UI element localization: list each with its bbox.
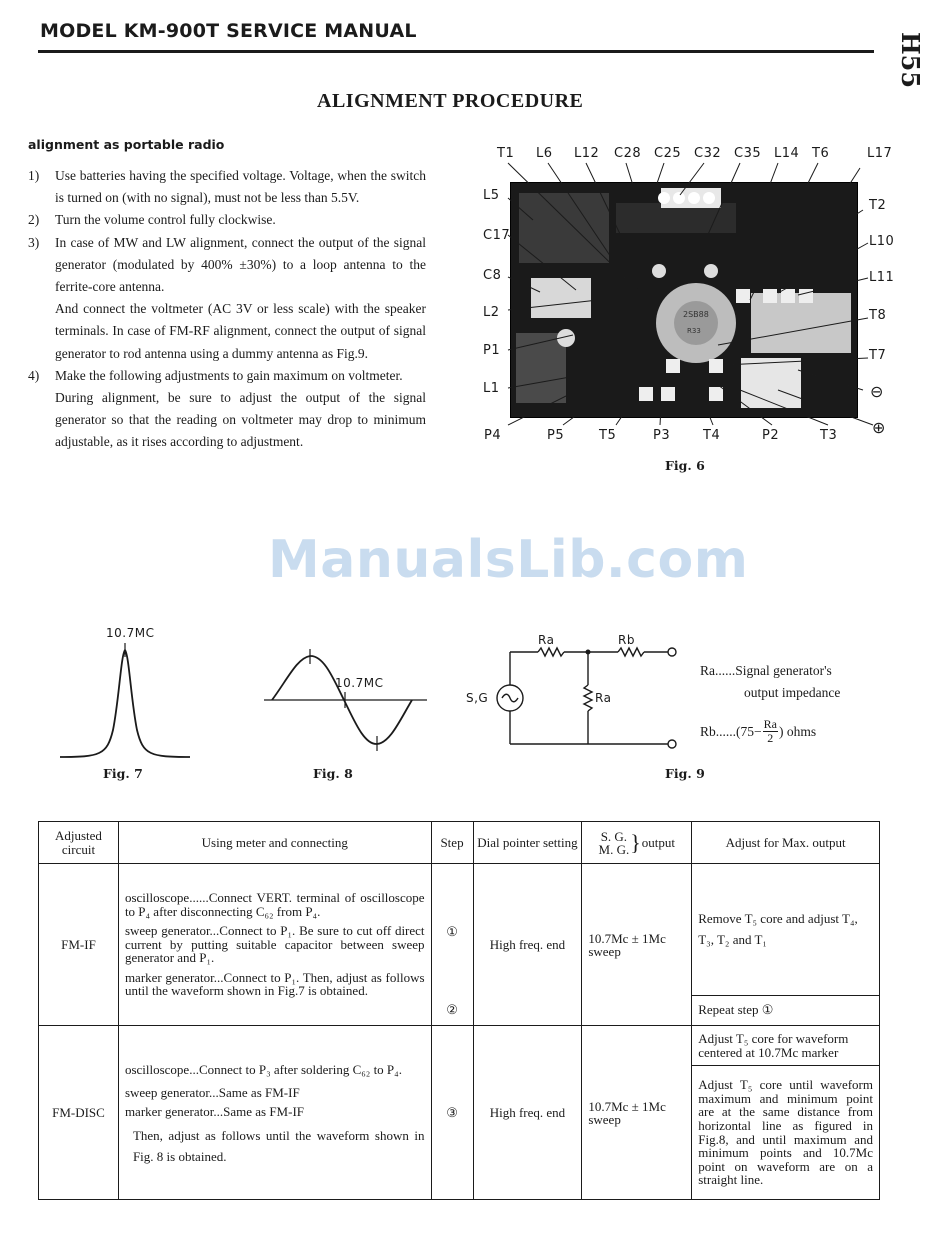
rb-fraction: $\frac{Ra}{2}$ [763,717,777,745]
adjust-cell: Adjust T₅ core until waveform maximum and minimum point are at the same distance from horizontal line as figured in Fig.8, and until maximum and minimum points and 10.7Mc point on waveform are on a straight line. [692,1066,880,1200]
fig6-label: P1 [483,343,501,358]
fig7-waveform [55,625,205,765]
table-row [39,864,880,996]
fig6-label: L14 [774,146,800,161]
col-adjust: Adjust for Max. output [692,822,880,864]
ra-description-cont: output impedance [744,685,841,700]
fig9-circuit [460,630,690,755]
dial-cell: High freq. end [473,864,582,1026]
procedure-list [28,165,426,454]
fig6-label: L11 [869,270,895,285]
adjust-cell: Repeat step ① [692,995,880,1025]
col-step: Step [431,822,473,864]
fig6-label: P2 [762,428,780,443]
fig6-label: C28 [614,146,642,161]
fig6-label: T5 [599,428,617,443]
table-header-row [39,822,880,864]
fig9-caption: Fig. 9 [665,766,705,781]
adjust-cell: Remove T₅ core and adjust T₄, T₃, T₂ and T₁ [692,864,880,996]
fig6-label: L1 [483,381,500,396]
fig8-waveform [262,640,432,760]
procedure-step: 1) Use batteries having the specified voltage. Voltage, when the switch is turned on (with no signal), must not be less than 5.5V. [28,168,426,206]
fig9-source-label: S,G [466,691,489,705]
rb-description: Rb......(75− $\frac{Ra}{2}$ ) ohms [700,717,817,745]
meter-cell: oscilloscope...Connect to P₃ after soldering C₆₂ to P₄. sweep generator...Same as FM-IF marker generator...Same as FM-IF Then, adjust as follows until the waveform shown in Fig. 8 is obtained. [118,1026,431,1200]
alignment-table [38,821,880,1200]
table-row [39,1026,880,1066]
page-number: H55 [896,32,925,89]
positive-terminal-icon: ⊕ [872,418,886,437]
col-output: S. G. M. G. } output [582,822,692,864]
negative-terminal-icon: ⊖ [870,382,884,401]
transistor-marking: R33 [687,327,701,335]
fig6-label: L6 [536,146,553,161]
step-cell: ③ [431,1026,473,1200]
fig6-label: L12 [574,146,600,161]
subheading: alignment as portable radio [28,137,225,152]
fig6-label: T4 [703,428,721,443]
fig6-label: T7 [869,348,887,363]
procedure-step: 2) Turn the volume control fully clockwise. [28,212,276,228]
col-adjusted-circuit: Adjusted circuit [39,822,119,864]
fig9-ra-label: Ra [538,633,555,647]
header-rule [38,50,874,53]
manual-title: MODEL KM-900T SERVICE MANUAL [40,20,417,42]
step-cell: ① ② [431,864,473,1026]
brace-icon: } [630,829,641,855]
fig6-label: C8 [483,268,502,283]
fig6-label: L2 [483,305,500,320]
fig6-label: T2 [869,198,887,213]
fig6-callout-lines [478,140,898,450]
fig7-marker-label: 10.7MC [106,626,155,640]
procedure-step: 3) In case of MW and LW alignment, connect the output of the signal generator (modulated by 400% ±30%) to a loop antenna to the ferrite-core antenna. [28,234,426,295]
fig6-label: L10 [869,234,895,249]
fig9-legend [700,660,880,745]
fig6-label: C35 [734,146,762,161]
fig6-label: L17 [867,146,893,161]
fig6-label: P4 [484,428,502,443]
fig6-label: P3 [653,428,671,443]
fig8-caption: Fig. 8 [313,766,353,781]
col-dial: Dial pointer setting [473,822,582,864]
output-cell: 10.7Mc ± 1Mc sweep [582,864,692,1026]
procedure-continuation: During alignment, be sure to adjust the output of the signal generator so that the reading on voltmeter may drop to minimum adjustable, as it rises according to adjustment. [55,390,426,450]
fig9-rb-label: Rb [618,633,635,647]
fig6-label: C17 [483,228,511,243]
fig6-label: T1 [497,146,515,161]
fig6-label: L5 [483,188,500,203]
fig6-label: C25 [654,146,682,161]
col-meter: Using meter and connecting [118,822,431,864]
procedure-step: 4) Make the following adjustments to gain maximum on voltmeter. [28,367,403,383]
section-title: ALIGNMENT PROCEDURE [317,90,584,112]
fig8-marker-label: 10.7MC [335,676,384,690]
fig9-shunt-label: Ra [595,691,612,705]
fig6-label: T3 [820,428,838,443]
ra-description: Ra......Signal generator's [700,663,832,678]
fig6-label: T6 [812,146,830,161]
circuit-cell: FM-DISC [39,1026,119,1200]
fig6-label: T8 [869,308,887,323]
adjust-cell: Adjust T₅ core for waveform centered at 10.7Mc marker [692,1026,880,1066]
procedure-continuation: And connect the voltmeter (AC 3V or less scale) with the speaker terminals. In case of FM-RF alignment, connect the output of signal generator to rod antenna using a dummy antenna as Fig.9. [55,301,426,361]
circuit-cell: FM-IF [39,864,119,1026]
watermark: ManualsLib.com [268,530,749,590]
dial-cell: High freq. end [473,1026,582,1200]
fig6-caption: Fig. 6 [665,458,705,473]
fig6-label: C32 [694,146,722,161]
output-cell: 10.7Mc ± 1Mc sweep [582,1026,692,1200]
meter-cell: oscilloscope......Connect VERT. terminal of oscilloscope to P₄ after disconnecting C₆₂ from P₄. sweep generator...Connect to P₁. Be sure to cut off direct current by putting suitable capacitor between sweep generator and P₁. marker generator...Connect to P₁. Then, adjust as follows until the waveform shown in Fig.7 is obtained. [118,864,431,1026]
fig6-label: P5 [547,428,565,443]
transistor-marking: 2SB88 [683,310,709,319]
fig7-caption: Fig. 7 [103,766,143,781]
